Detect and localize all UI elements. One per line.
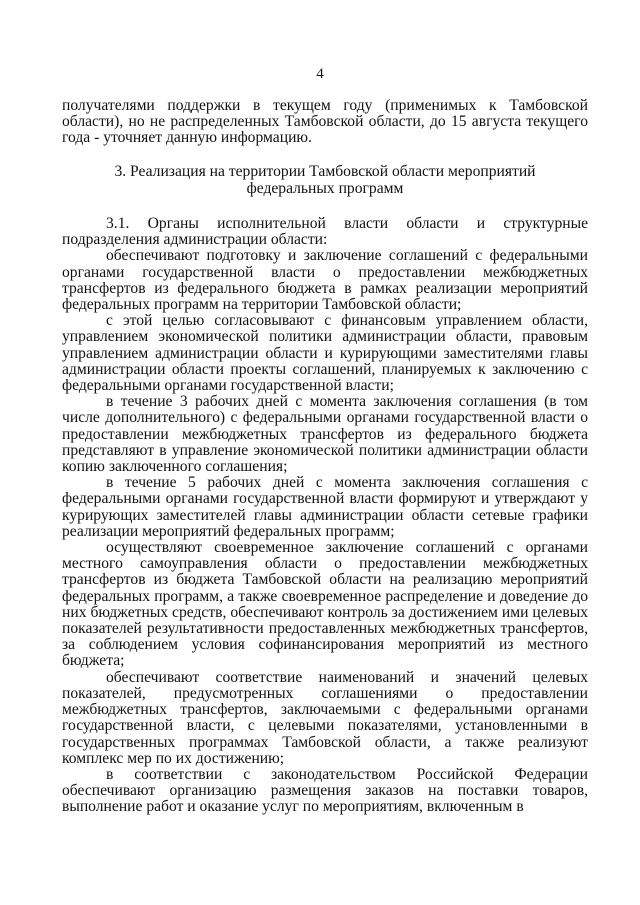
paragraph: осуществляют своевременное заключение соглашений с органами местного самоуправления области о предоставлении межбюджетных трансфертов из бюджета Тамбовской области на реализацию мероприятий федеральных программ, а также своевременное распределение и доведение до них бюджетных средств, обеспечивают контроль за достижением ими целевых показателей результативности предоставленных межбюджетных трансфертов, за соблюдением условия софинансирования мероприятий из местного бюджета; — [62, 539, 588, 670]
intro-paragraph — [62, 98, 588, 147]
paragraph: получателями поддержки в текущем году (применимых к Тамбовской области), но не распределенных Тамбовской области, до 15 августа текущего года - уточняет данную информацию. — [62, 97, 588, 147]
page-number: 4 — [316, 66, 324, 82]
paragraph: с этой целью согласовывают с финансовым управлением области, управлением экономической политики администрации области, правовым управлением администрации области и курирующими заместителями главы администрации области проекты соглашений, планируемых к заключению с федеральными органами государственной власти; — [62, 312, 588, 395]
paragraph: в соответствии с законодательством Российской Федерации обеспечивают организацию размещения заказов на поставки товаров, выполнение работ и оказание услуг по мероприятиям, включенным в — [62, 765, 588, 816]
paragraph: в течение 5 рабочих дней с момента заключения соглашения с федеральными органами государственной власти формируют и утверждают у курирующих заместителей главы администрации области сетевые графики реализации мероприятий федеральных программ; — [62, 474, 588, 540]
paragraph: обеспечивают соответствие наименований и значений целевых показателей, предусмотренных соглашениями о предоставлении межбюджетных трансфертов, заключаемыми с федеральными органами государственной власти, с целевыми показателями, установленными в государственных программах Тамбовской области, а также реализуют комплекс мер по их достижению; — [62, 668, 588, 767]
paragraph: обеспечивают подготовку и заключение соглашений с федеральными органами государственной власти о предоставлении межбюджетных трансфертов из федерального бюджета в рамках реализации мероприятий федеральных программ на территории Тамбовской области; — [62, 247, 588, 314]
paragraph: 3.1. Органы исполнительной власти области и структурные подразделения администрации области: — [62, 215, 588, 249]
section-heading-line-1: 3. Реализация на территории Тамбовской области мероприятий — [114, 163, 536, 180]
section-body — [62, 216, 588, 816]
section-heading-line-2: федеральных программ — [246, 179, 404, 197]
section-heading — [62, 164, 588, 198]
paragraph: в течение 3 рабочих дней с момента заключения соглашения (в том числе дополнительного) с федеральными органами государственной власти о предоставлении межбюджетных трансфертов из федерального бюджета представляют в управление экономической политики администрации области копию заключенного соглашения; — [62, 393, 588, 476]
